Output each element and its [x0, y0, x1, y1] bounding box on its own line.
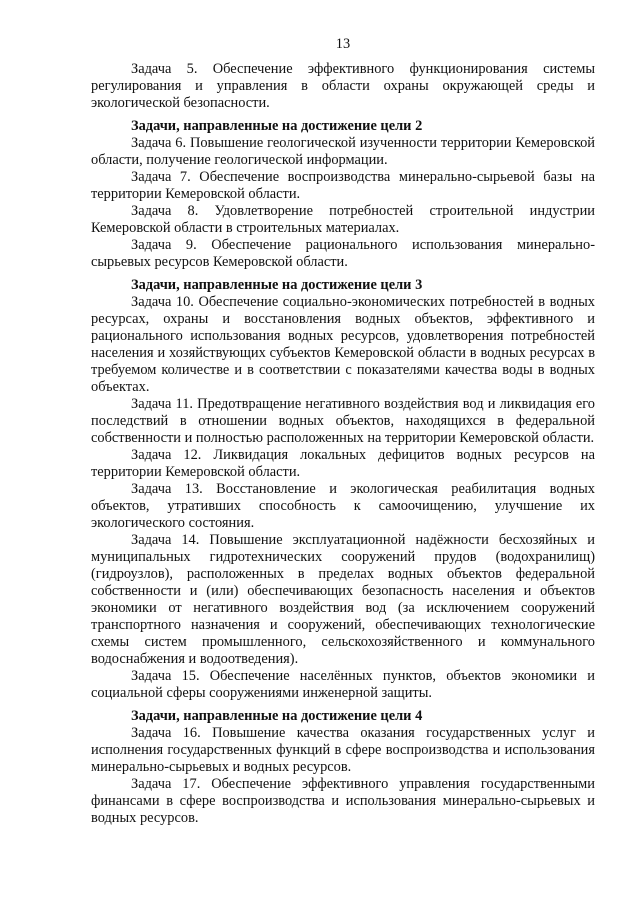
goal-2-heading: Задачи, направленные на достижение цели 2	[131, 118, 423, 134]
task-8-paragraph: Задача 8. Удовлетворение потребностей строительной индустрии Кемеровской области в строительных материалах.	[91, 203, 595, 236]
task-6-paragraph: Задача 6. Повышение геологической изученности территории Кемеровской области, получение геологической информации.	[91, 135, 595, 168]
task-13-paragraph: Задача 13. Восстановление и экологическая реабилитация водных объектов, утративших способность к самоочищению, улучшение их экологического состояния.	[91, 481, 595, 531]
task-10-paragraph: Задача 10. Обеспечение социально-экономических потребностей в водных ресурсах, охраны и восстановления водных объектов, эффективного и рационального использования водных ресурсов, удовлетворения потребностей населения и хозяйствующих субъектов Кемеровской области в водных ресурсах в требуемом количестве и в соответствии с показателями качества воды в водных объектах.	[91, 294, 595, 395]
task-12-paragraph: Задача 12. Ликвидация локальных дефицитов водных ресурсов на территории Кемеровской области.	[91, 447, 595, 480]
task-14-paragraph: Задача 14. Повышение эксплуатационной надёжности бесхозяйных и муниципальных гидротехнических сооружений прудов (водохранилищ) (гидроузлов), расположенных в пределах водных объектов федеральной собственности и (или) обеспечивающих безопасность населения и объектов экономики от негативного воздействия вод (за исключением сооружений транспортного назначения и сооружений, обеспечивающих технологические схемы систем промышленного, сельскохозяйственного и коммунального водоснабжения и водоотведения).	[91, 532, 595, 667]
task-16-paragraph: Задача 16. Повышение качества оказания государственных услуг и исполнения государственных функций в сфере воспроизводства и использования минерально-сырьевых и водных ресурсов.	[91, 725, 595, 775]
page-number: 13	[335, 36, 351, 52]
goal-3-heading: Задачи, направленные на достижение цели 3	[131, 277, 423, 293]
task-7-paragraph: Задача 7. Обеспечение воспроизводства минерально-сырьевой базы на территории Кемеровской области.	[91, 169, 595, 202]
goal-4-heading: Задачи, направленные на достижение цели 4	[131, 708, 423, 724]
task-17-paragraph: Задача 17. Обеспечение эффективного управления государственными финансами в сфере воспроизводства и использования минерально-сырьевых и водных ресурсов.	[91, 776, 595, 826]
task-9-paragraph: Задача 9. Обеспечение рационального использования минерально-сырьевых ресурсов Кемеровской области.	[91, 237, 595, 270]
task-11-paragraph: Задача 11. Предотвращение негативного воздействия вод и ликвидация его последствий в отношении водных объектов, находящихся в федеральной собственности и полностью расположенных на территории Кемеровской области.	[91, 396, 595, 446]
task-5-paragraph: Задача 5. Обеспечение эффективного функционирования системы регулирования и управления в области охраны окружающей среды и экологической безопасности.	[91, 61, 595, 111]
task-15-paragraph: Задача 15. Обеспечение населённых пунктов, объектов экономики и социальной сферы сооружениями инженерной защиты.	[91, 668, 595, 701]
